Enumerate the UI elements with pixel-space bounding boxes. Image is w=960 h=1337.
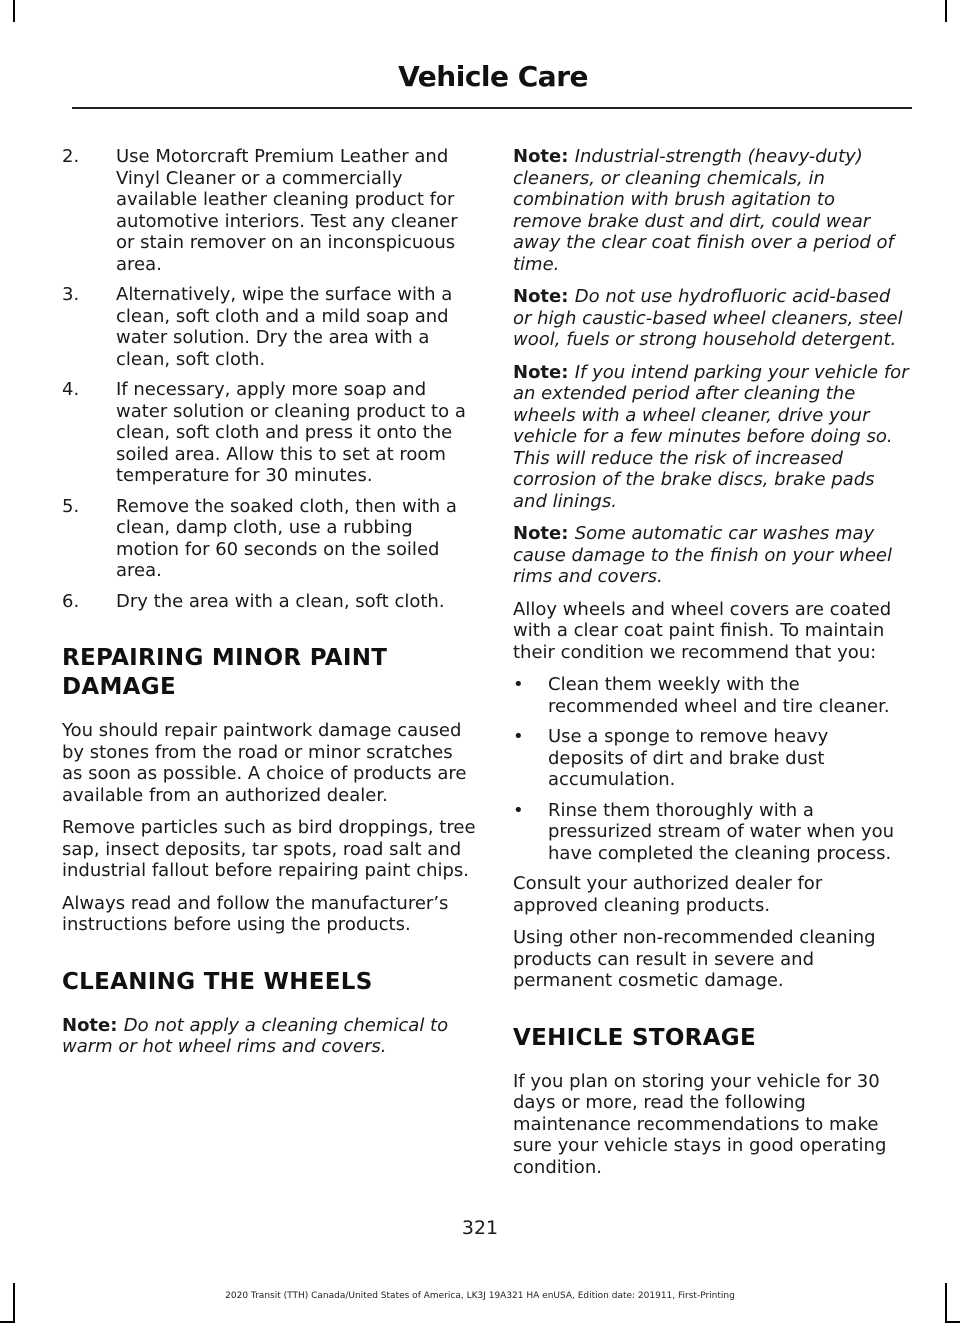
step-number: 5.	[62, 495, 80, 517]
bullet-marker: •	[513, 726, 524, 747]
step-number: 6.	[62, 590, 80, 612]
note-1	[513, 146, 909, 275]
note-4	[513, 523, 909, 588]
step-5	[62, 496, 476, 582]
crop-mark-bottom-left	[13, 1283, 15, 1323]
bullet-text: Rinse them thoroughly with a pressurized stream of water when you have completed the cleaning process.	[548, 799, 895, 864]
note-label: Note:	[513, 361, 575, 383]
bullet-item	[513, 726, 909, 791]
storage-paragraph: If you plan on storing your vehicle for 30 days or more, read the following maintenance recommendations to make sure your vehicle stays in good operating condition.	[513, 1070, 887, 1178]
crop-mark-bottom-right-horizontal	[945, 1321, 960, 1323]
paint-paragraph-2: Remove particles such as bird droppings, tree sap, insect deposits, tar spots, road salt and industrial fallout before repairing paint chips.	[62, 817, 476, 881]
note-text: Do not apply a cleaning chemical to warm or hot wheel rims and covers.	[62, 1014, 449, 1057]
bullet-marker: •	[513, 674, 524, 695]
crop-mark-top-right	[945, 0, 947, 22]
note-text: Industrial-strength (heavy-duty) cleaners, or cleaning chemicals, in combination with brush agitation to remove brake dust and dirt, could wear away the clear coat finish over a period of time.	[513, 146, 894, 275]
paint-paragraph-3: Always read and follow the manufacturer’s instructions before using the products.	[62, 892, 449, 935]
bullet-item	[513, 674, 909, 717]
right-column	[513, 146, 909, 1189]
step-number: 3.	[62, 284, 80, 305]
crop-mark-bottom-right	[945, 1283, 947, 1323]
note-text: Some automatic car washes may cause damage to the finish on your wheel rims and covers.	[513, 523, 892, 587]
page-number: 321	[461, 1217, 499, 1239]
section-heading-paint-line1: REPAIRING MINOR PAINT	[62, 645, 388, 671]
note-label: Note:	[62, 1014, 124, 1036]
left-column	[62, 146, 476, 1069]
bullet-marker: •	[513, 799, 524, 821]
step-text: Use Motorcraft Premium Leather and Vinyl Cleaner or a commercially available leather cleaning product for automotive interiors. Test any cleaner or stain remover on an inconspicuous area.	[116, 146, 458, 275]
step-text: If necessary, apply more soap and water solution or cleaning product to a clean, soft cloth and press it onto the soiled area. Allow this to set at room temperature for 30 minutes.	[116, 379, 466, 486]
note-text: Do not use hydrofluoric acid-based or high caustic-based wheel cleaners, steel wool, fuels or strong household detergent.	[513, 286, 903, 350]
note-wheels	[62, 1015, 476, 1058]
bullet-text: Use a sponge to remove heavy deposits of dirt and brake dust accumulation.	[548, 726, 829, 790]
step-text: Alternatively, wipe the surface with a clean, soft cloth and a mild soap and water solution. Dry the area with a clean, soft cloth.	[116, 284, 453, 370]
alloy-paragraph: Alloy wheels and wheel covers are coated with a clear coat paint finish. To maintain their condition we recommend that you:	[513, 598, 892, 663]
section-heading-storage: VEHICLE STORAGE	[513, 1024, 756, 1051]
paint-paragraph-1: You should repair paintwork damage caused by stones from the road or minor scratches as soon as possible. A choice of products are available from an authorized dealer.	[62, 720, 467, 806]
step-6	[62, 591, 476, 613]
note-text: If you intend parking your vehicle for an extended period after cleaning the wheels with a wheel cleaner, drive your vehicle for a few minutes before doing so. This will reduce the risk of increased corrosion of the brake discs, brake pads and linings.	[513, 361, 909, 512]
note-label: Note:	[513, 146, 575, 167]
page-header-title: Vehicle Care	[398, 60, 588, 93]
crop-mark-bottom-left-horizontal	[0, 1321, 15, 1323]
note-3	[513, 362, 909, 513]
using-paragraph: Using other non-recommended cleaning products can result in severe and permanent cosmetic damage.	[513, 927, 876, 991]
bullet-text: Clean them weekly with the recommended wheel and tire cleaner.	[548, 674, 890, 717]
step-number: 4.	[62, 379, 80, 400]
consult-paragraph: Consult your authorized dealer for approved cleaning products.	[513, 873, 823, 916]
step-2	[62, 146, 476, 275]
step-4	[62, 379, 476, 487]
note-label: Note:	[513, 523, 575, 544]
header-divider	[72, 107, 912, 109]
step-text: Dry the area with a clean, soft cloth.	[116, 590, 445, 612]
note-2	[513, 286, 909, 351]
step-3	[62, 284, 476, 370]
section-heading-wheels: CLEANING THE WHEELS	[62, 968, 373, 995]
section-heading-paint-line2: DAMAGE	[62, 674, 176, 700]
bullet-item	[513, 800, 909, 865]
footer-edition-info: 2020 Transit (TTH) Canada/United States of America, LK3J 19A321 HA enUSA, Edition date: 201911, First-Printing	[225, 1291, 735, 1301]
note-label: Note:	[513, 286, 575, 307]
step-number: 2.	[62, 146, 80, 167]
crop-mark-top-left	[13, 0, 15, 22]
step-text: Remove the soaked cloth, then with a clean, damp cloth, use a rubbing motion for 60 seconds on the soiled area.	[116, 495, 457, 581]
